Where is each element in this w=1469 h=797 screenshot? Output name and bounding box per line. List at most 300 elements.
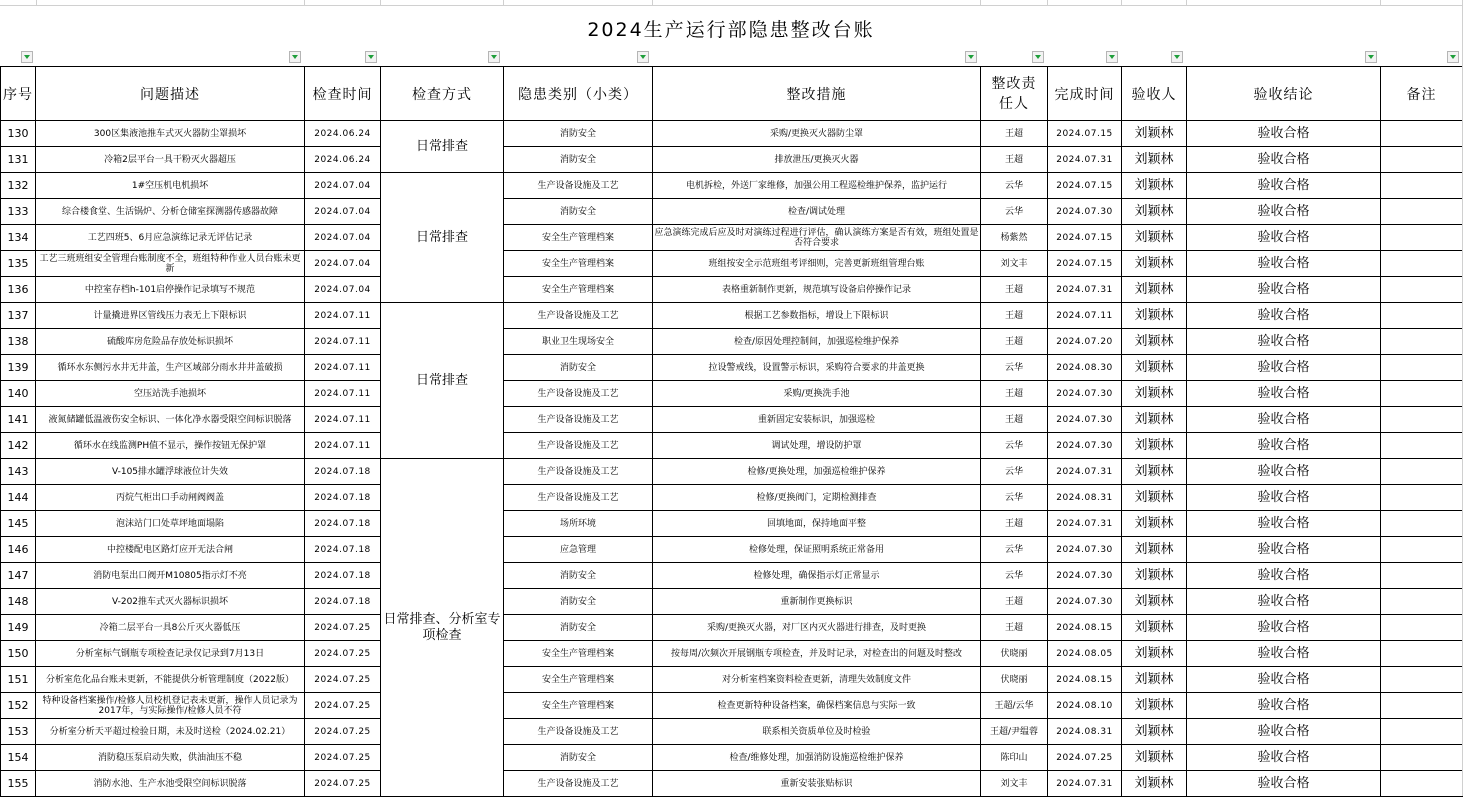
note-cell[interactable] [1381, 251, 1463, 277]
owner-cell[interactable]: 王超 [981, 407, 1048, 433]
measure-cell[interactable]: 检查更新特种设备档案，确保档案信息与实际一致 [653, 693, 981, 719]
measure-cell[interactable]: 班组按安全示范班组考评细则，完善更新班组管理台账 [653, 251, 981, 277]
note-cell[interactable] [1381, 615, 1463, 641]
note-cell[interactable] [1381, 485, 1463, 511]
owner-cell[interactable]: 云华 [981, 199, 1048, 225]
measure-cell[interactable]: 采购/更换洗手池 [653, 381, 981, 407]
result-cell[interactable]: 验收合格 [1187, 303, 1381, 329]
category-cell[interactable]: 消防安全 [504, 199, 653, 225]
header-cell[interactable]: 整改责任人 [981, 67, 1048, 121]
note-cell[interactable] [1381, 693, 1463, 719]
result-cell[interactable]: 验收合格 [1187, 121, 1381, 147]
row-number-cell[interactable]: 150 [1, 641, 36, 667]
measure-cell[interactable]: 重新安装张贴标识 [653, 771, 981, 797]
category-cell[interactable]: 消防安全 [504, 615, 653, 641]
done-date-cell[interactable]: 2024.07.30 [1048, 433, 1122, 459]
result-cell[interactable]: 验收合格 [1187, 641, 1381, 667]
filter-dropdown-icon[interactable] [365, 51, 377, 63]
checker-cell[interactable]: 刘颖林 [1122, 641, 1187, 667]
row-number-cell[interactable]: 137 [1, 303, 36, 329]
table-row [1, 147, 1463, 173]
category-cell[interactable]: 生产设备设施及工艺 [504, 719, 653, 745]
measure-cell[interactable]: 联系相关资质单位及时检验 [653, 719, 981, 745]
owner-cell[interactable]: 王超 [981, 277, 1048, 303]
sheet-title: 2024生产运行部隐患整改台账 [587, 18, 875, 41]
done-date-cell[interactable]: 2024.08.15 [1048, 615, 1122, 641]
measure-cell[interactable]: 表格重新制作更新，规范填写设备启停操作记录 [653, 277, 981, 303]
checker-cell[interactable]: 刘颖林 [1122, 667, 1187, 693]
result-cell[interactable]: 验收合格 [1187, 277, 1381, 303]
row-number-cell[interactable]: 138 [1, 329, 36, 355]
measure-cell[interactable]: 检查/原因处理控制间，加强巡检维护保养 [653, 329, 981, 355]
owner-cell[interactable]: 王超 [981, 381, 1048, 407]
note-cell[interactable] [1381, 225, 1463, 251]
owner-cell[interactable]: 王超 [981, 329, 1048, 355]
note-cell[interactable] [1381, 511, 1463, 537]
row-number-cell[interactable]: 131 [1, 147, 36, 173]
check-date-cell[interactable]: 2024.07.18 [305, 537, 381, 563]
result-cell[interactable]: 验收合格 [1187, 693, 1381, 719]
row-number-cell[interactable]: 148 [1, 589, 36, 615]
category-cell[interactable]: 安全生产管理档案 [504, 251, 653, 277]
row-number-cell[interactable]: 147 [1, 563, 36, 589]
measure-cell[interactable]: 拉设警戒线，设置警示标识，采购符合要求的井盖更换 [653, 355, 981, 381]
checker-cell[interactable]: 刘颖林 [1122, 121, 1187, 147]
done-date-cell[interactable]: 2024.07.31 [1048, 511, 1122, 537]
measure-cell[interactable]: 回填地面，保持地面平整 [653, 511, 981, 537]
note-cell[interactable] [1381, 563, 1463, 589]
measure-cell[interactable]: 重新制作更换标识 [653, 589, 981, 615]
owner-cell[interactable]: 云华 [981, 433, 1048, 459]
check-method-cell[interactable]: 日常排查、分析室专项检查 [381, 459, 504, 797]
result-cell[interactable]: 验收合格 [1187, 433, 1381, 459]
done-date-cell[interactable]: 2024.07.31 [1048, 277, 1122, 303]
row-number-cell[interactable]: 130 [1, 121, 36, 147]
measure-cell[interactable]: 检修处理，确保指示灯正常显示 [653, 563, 981, 589]
measure-cell[interactable]: 电机拆检，外送厂家维修，加强公用工程巡检维护保养，监护运行 [653, 173, 981, 199]
check-method-cell[interactable]: 日常排查 [381, 303, 504, 459]
check-date-cell[interactable]: 2024.07.11 [305, 381, 381, 407]
measure-cell[interactable]: 采购/更换灭火器，对厂区内灭火器进行排查，及时更换 [653, 615, 981, 641]
owner-cell[interactable]: 王超 [981, 303, 1048, 329]
note-cell[interactable] [1381, 381, 1463, 407]
filter-dropdown-icon[interactable] [289, 51, 301, 63]
table-row [1, 667, 1463, 693]
check-date-cell[interactable]: 2024.07.04 [305, 277, 381, 303]
row-number-cell[interactable]: 135 [1, 251, 36, 277]
description-cell[interactable]: 硫酸库房危险品存放处标识损坏 [36, 329, 305, 355]
done-date-cell[interactable]: 2024.07.30 [1048, 381, 1122, 407]
table-row [1, 199, 1463, 225]
result-cell[interactable]: 验收合格 [1187, 719, 1381, 745]
header-cell[interactable]: 检查时间 [305, 67, 381, 121]
result-cell[interactable]: 验收合格 [1187, 589, 1381, 615]
row-number-cell[interactable]: 151 [1, 667, 36, 693]
category-cell[interactable]: 生产设备设施及工艺 [504, 407, 653, 433]
description-cell[interactable]: 1#空压机电机损坏 [36, 173, 305, 199]
owner-cell[interactable]: 刘文丰 [981, 251, 1048, 277]
note-cell[interactable] [1381, 303, 1463, 329]
check-date-cell[interactable]: 2024.06.24 [305, 147, 381, 173]
category-cell[interactable]: 生产设备设施及工艺 [504, 459, 653, 485]
filter-dropdown-icon[interactable] [1032, 51, 1044, 63]
done-date-cell[interactable]: 2024.07.31 [1048, 771, 1122, 797]
checker-cell[interactable]: 刘颖林 [1122, 173, 1187, 199]
description-cell[interactable]: 丙烷气柜出口手动闸阀阀盖 [36, 485, 305, 511]
header-cell[interactable]: 验收结论 [1187, 67, 1381, 121]
note-cell[interactable] [1381, 537, 1463, 563]
check-date-cell[interactable]: 2024.07.11 [305, 303, 381, 329]
owner-cell[interactable]: 王超/尹缊蓉 [981, 719, 1048, 745]
category-cell[interactable]: 消防安全 [504, 147, 653, 173]
category-cell[interactable]: 安全生产管理档案 [504, 641, 653, 667]
description-cell[interactable]: 综合楼食堂、生活锅炉、分析仓储室探测器传感器故障 [36, 199, 305, 225]
check-date-cell[interactable]: 2024.07.25 [305, 771, 381, 797]
row-number-cell[interactable]: 141 [1, 407, 36, 433]
check-date-cell[interactable]: 2024.07.04 [305, 173, 381, 199]
result-cell[interactable]: 验收合格 [1187, 225, 1381, 251]
check-date-cell[interactable]: 2024.07.25 [305, 719, 381, 745]
checker-cell[interactable]: 刘颖林 [1122, 277, 1187, 303]
category-cell[interactable]: 消防安全 [504, 745, 653, 771]
check-date-cell[interactable]: 2024.07.04 [305, 225, 381, 251]
done-date-cell[interactable]: 2024.07.30 [1048, 199, 1122, 225]
table-row [1, 121, 1463, 147]
category-cell[interactable]: 消防安全 [504, 563, 653, 589]
check-method-cell[interactable]: 日常排查 [381, 121, 504, 173]
table-row [1, 563, 1463, 589]
header-cell[interactable]: 备注 [1381, 67, 1463, 121]
category-cell[interactable]: 生产设备设施及工艺 [504, 433, 653, 459]
description-cell[interactable]: 分析室危化品台账未更新，不能提供分析管理制度（2022版） [36, 667, 305, 693]
check-date-cell[interactable]: 2024.07.11 [305, 329, 381, 355]
result-cell[interactable]: 验收合格 [1187, 355, 1381, 381]
owner-cell[interactable]: 陈印山 [981, 745, 1048, 771]
owner-cell[interactable]: 云华 [981, 355, 1048, 381]
result-cell[interactable]: 验收合格 [1187, 771, 1381, 797]
owner-cell[interactable]: 刘文丰 [981, 771, 1048, 797]
check-date-cell[interactable]: 2024.07.04 [305, 199, 381, 225]
owner-cell[interactable]: 王超 [981, 589, 1048, 615]
description-cell[interactable]: V-105排水罐浮球液位计失效 [36, 459, 305, 485]
owner-cell[interactable]: 王超 [981, 147, 1048, 173]
done-date-cell[interactable]: 2024.08.10 [1048, 693, 1122, 719]
check-date-cell[interactable]: 2024.07.18 [305, 459, 381, 485]
done-date-cell[interactable]: 2024.07.15 [1048, 251, 1122, 277]
measure-cell[interactable]: 重新固定安装标识，加强巡检 [653, 407, 981, 433]
description-cell[interactable]: 中控室存档h-101启停操作记录填写不规范 [36, 277, 305, 303]
table-row [1, 615, 1463, 641]
done-date-cell[interactable]: 2024.07.25 [1048, 745, 1122, 771]
done-date-cell[interactable]: 2024.07.30 [1048, 537, 1122, 563]
description-cell[interactable]: 分析室分析天平超过检验日期，未及时送检（2024.02.21） [36, 719, 305, 745]
row-number-cell[interactable]: 155 [1, 771, 36, 797]
checker-cell[interactable]: 刘颖林 [1122, 381, 1187, 407]
note-cell[interactable] [1381, 407, 1463, 433]
note-cell[interactable] [1381, 641, 1463, 667]
check-date-cell[interactable]: 2024.07.25 [305, 615, 381, 641]
header-cell[interactable]: 隐患类别（小类） [504, 67, 653, 121]
measure-cell[interactable]: 检修处理，保证照明系统正常备用 [653, 537, 981, 563]
measure-cell[interactable]: 检修/更换阀门，定期检测排查 [653, 485, 981, 511]
description-cell[interactable]: 工艺三班班组安全管理台账制度不全，班组特种作业人员台账未更新 [36, 251, 305, 277]
check-date-cell[interactable]: 2024.07.25 [305, 641, 381, 667]
description-cell[interactable]: 循环水东侧污水井无井盖，生产区域部分雨水井井盖破损 [36, 355, 305, 381]
checker-cell[interactable]: 刘颖林 [1122, 433, 1187, 459]
row-number-cell[interactable]: 152 [1, 693, 36, 719]
check-date-cell[interactable]: 2024.06.24 [305, 121, 381, 147]
description-cell[interactable]: 分析室标气钢瓶专项检查记录仅记录到7月13日 [36, 641, 305, 667]
checker-cell[interactable]: 刘颖林 [1122, 693, 1187, 719]
owner-cell[interactable]: 云华 [981, 563, 1048, 589]
row-number-cell[interactable]: 139 [1, 355, 36, 381]
header-cell[interactable]: 问题描述 [36, 67, 305, 121]
owner-cell[interactable]: 杨紫然 [981, 225, 1048, 251]
done-date-cell[interactable]: 2024.08.30 [1048, 355, 1122, 381]
check-method-cell[interactable]: 日常排查 [381, 173, 504, 303]
checker-cell[interactable]: 刘颖林 [1122, 225, 1187, 251]
check-date-cell[interactable]: 2024.07.11 [305, 355, 381, 381]
done-date-cell[interactable]: 2024.07.31 [1048, 147, 1122, 173]
checker-cell[interactable]: 刘颖林 [1122, 329, 1187, 355]
checker-cell[interactable]: 刘颖林 [1122, 485, 1187, 511]
description-cell[interactable]: 消防稳压泵启动失败，供油油压不稳 [36, 745, 305, 771]
row-number-cell[interactable]: 140 [1, 381, 36, 407]
row-number-cell[interactable]: 142 [1, 433, 36, 459]
measure-cell[interactable]: 检查/调试处理 [653, 199, 981, 225]
description-cell[interactable]: 消防水池、生产水池受限空间标识脱落 [36, 771, 305, 797]
checker-cell[interactable]: 刘颖林 [1122, 537, 1187, 563]
done-date-cell[interactable]: 2024.08.05 [1048, 641, 1122, 667]
measure-cell[interactable]: 调试处理，增设防护罩 [653, 433, 981, 459]
measure-cell[interactable]: 根据工艺参数指标，增设上下限标识 [653, 303, 981, 329]
description-cell[interactable]: 300区集液池推车式灭火器防尘罩损坏 [36, 121, 305, 147]
owner-cell[interactable]: 云华 [981, 459, 1048, 485]
measure-cell[interactable]: 检查/维修处理，加强消防设施巡检维护保养 [653, 745, 981, 771]
result-cell[interactable]: 验收合格 [1187, 407, 1381, 433]
description-cell[interactable]: 计量撬进界区管线压力表无上下限标识 [36, 303, 305, 329]
note-cell[interactable] [1381, 173, 1463, 199]
checker-cell[interactable]: 刘颖林 [1122, 771, 1187, 797]
description-cell[interactable]: 循环水在线监测PH值不显示，操作按钮无保护罩 [36, 433, 305, 459]
done-date-cell[interactable]: 2024.07.30 [1048, 563, 1122, 589]
note-cell[interactable] [1381, 719, 1463, 745]
row-number-cell[interactable]: 136 [1, 277, 36, 303]
table-row [1, 693, 1463, 719]
row-number-cell[interactable]: 134 [1, 225, 36, 251]
filter-dropdown-icon[interactable] [1106, 51, 1118, 63]
category-cell[interactable]: 生产设备设施及工艺 [504, 771, 653, 797]
description-cell[interactable]: 冷箱2层平台一具干粉灭火器超压 [36, 147, 305, 173]
result-cell[interactable]: 验收合格 [1187, 563, 1381, 589]
checker-cell[interactable]: 刘颖林 [1122, 589, 1187, 615]
table-row [1, 485, 1463, 511]
result-cell[interactable]: 验收合格 [1187, 173, 1381, 199]
checker-cell[interactable]: 刘颖林 [1122, 745, 1187, 771]
note-cell[interactable] [1381, 459, 1463, 485]
filter-dropdown-icon[interactable] [1365, 51, 1377, 63]
measure-cell[interactable]: 对分析室档案资料检查更新，清理失效制度文件 [653, 667, 981, 693]
note-cell[interactable] [1381, 667, 1463, 693]
checker-cell[interactable]: 刘颖林 [1122, 511, 1187, 537]
result-cell[interactable]: 验收合格 [1187, 459, 1381, 485]
owner-cell[interactable]: 伏晓丽 [981, 641, 1048, 667]
row-number-cell[interactable]: 145 [1, 511, 36, 537]
category-cell[interactable]: 消防安全 [504, 589, 653, 615]
done-date-cell[interactable]: 2024.07.11 [1048, 303, 1122, 329]
description-cell[interactable]: 工艺四班5、6月应急演练记录无评估记录 [36, 225, 305, 251]
header-cell[interactable]: 验收人 [1122, 67, 1187, 121]
category-cell[interactable]: 场所环境 [504, 511, 653, 537]
done-date-cell[interactable]: 2024.08.31 [1048, 719, 1122, 745]
category-cell[interactable]: 生产设备设施及工艺 [504, 381, 653, 407]
description-cell[interactable]: 液氮储罐低温液伤安全标识、一体化净水器受限空间标识脱落 [36, 407, 305, 433]
result-cell[interactable]: 验收合格 [1187, 381, 1381, 407]
table-row [1, 641, 1463, 667]
check-date-cell[interactable]: 2024.07.18 [305, 485, 381, 511]
result-cell[interactable]: 验收合格 [1187, 251, 1381, 277]
result-cell[interactable]: 验收合格 [1187, 485, 1381, 511]
check-date-cell[interactable]: 2024.07.04 [305, 251, 381, 277]
filter-dropdown-icon[interactable] [965, 51, 977, 63]
category-cell[interactable]: 安全生产管理档案 [504, 667, 653, 693]
note-cell[interactable] [1381, 771, 1463, 797]
description-cell[interactable]: V-202推车式灭火器标识损坏 [36, 589, 305, 615]
note-cell[interactable] [1381, 121, 1463, 147]
measure-cell[interactable]: 排放泄压/更换灭火器 [653, 147, 981, 173]
done-date-cell[interactable]: 2024.07.15 [1048, 225, 1122, 251]
table-row [1, 303, 1463, 329]
done-date-cell[interactable]: 2024.07.20 [1048, 329, 1122, 355]
measure-cell[interactable]: 采购/更换灭火器防尘罩 [653, 121, 981, 147]
done-date-cell[interactable]: 2024.07.30 [1048, 589, 1122, 615]
note-cell[interactable] [1381, 355, 1463, 381]
done-date-cell[interactable]: 2024.08.15 [1048, 667, 1122, 693]
description-cell[interactable]: 空压站洗手池损坏 [36, 381, 305, 407]
note-cell[interactable] [1381, 199, 1463, 225]
description-cell[interactable]: 消防电泵出口阀开M10805指示灯不亮 [36, 563, 305, 589]
result-cell[interactable]: 验收合格 [1187, 329, 1381, 355]
filter-dropdown-icon[interactable] [488, 51, 500, 63]
checker-cell[interactable]: 刘颖林 [1122, 303, 1187, 329]
measure-cell[interactable]: 检修/更换处理，加强巡检维护保养 [653, 459, 981, 485]
row-number-cell[interactable]: 144 [1, 485, 36, 511]
result-cell[interactable]: 验收合格 [1187, 537, 1381, 563]
check-date-cell[interactable]: 2024.07.25 [305, 693, 381, 719]
check-date-cell[interactable]: 2024.07.25 [305, 745, 381, 771]
row-number-cell[interactable]: 149 [1, 615, 36, 641]
category-cell[interactable]: 职业卫生现场安全 [504, 329, 653, 355]
note-cell[interactable] [1381, 277, 1463, 303]
category-cell[interactable]: 消防安全 [504, 121, 653, 147]
measure-cell[interactable]: 按每周/次频次开展钢瓶专项检查，并及时记录，对检查出的问题及时整改 [653, 641, 981, 667]
owner-cell[interactable]: 云华 [981, 173, 1048, 199]
description-cell[interactable]: 泡沫站门口处草坪地面塌陷 [36, 511, 305, 537]
done-date-cell[interactable]: 2024.07.15 [1048, 121, 1122, 147]
description-cell[interactable]: 冷箱二层平台一具8公斤灭火器低压 [36, 615, 305, 641]
category-cell[interactable]: 安全生产管理档案 [504, 225, 653, 251]
checker-cell[interactable]: 刘颖林 [1122, 719, 1187, 745]
check-date-cell[interactable]: 2024.07.18 [305, 589, 381, 615]
checker-cell[interactable]: 刘颖林 [1122, 251, 1187, 277]
check-date-cell[interactable]: 2024.07.11 [305, 433, 381, 459]
note-cell[interactable] [1381, 147, 1463, 173]
header-cell[interactable]: 整改措施 [653, 67, 981, 121]
measure-cell[interactable]: 应急演练完成后应及时对演练过程进行评估，确认演练方案是否有效，班组处置是否符合要求 [653, 225, 981, 251]
owner-cell[interactable]: 王超/云华 [981, 693, 1048, 719]
note-cell[interactable] [1381, 589, 1463, 615]
row-number-cell[interactable]: 153 [1, 719, 36, 745]
description-cell[interactable]: 中控楼配电区路灯应开无法合闸 [36, 537, 305, 563]
category-cell[interactable]: 生产设备设施及工艺 [504, 303, 653, 329]
header-cell[interactable]: 序号 [1, 67, 36, 121]
checker-cell[interactable]: 刘颖林 [1122, 407, 1187, 433]
description-cell[interactable]: 特种设备档案操作/检修人员校机登记表未更新，操作人员记录为2017年，与实际操作/检修人员不符 [36, 693, 305, 719]
category-cell[interactable]: 生产设备设施及工艺 [504, 173, 653, 199]
note-cell[interactable] [1381, 433, 1463, 459]
table-row [1, 459, 1463, 485]
result-cell[interactable]: 验收合格 [1187, 199, 1381, 225]
category-cell[interactable]: 消防安全 [504, 355, 653, 381]
result-cell[interactable]: 验收合格 [1187, 511, 1381, 537]
category-cell[interactable]: 应急管理 [504, 537, 653, 563]
check-date-cell[interactable]: 2024.07.18 [305, 511, 381, 537]
checker-cell[interactable]: 刘颖林 [1122, 563, 1187, 589]
checker-cell[interactable]: 刘颖林 [1122, 147, 1187, 173]
category-cell[interactable]: 安全生产管理档案 [504, 693, 653, 719]
filter-dropdown-icon[interactable] [1447, 51, 1459, 63]
result-cell[interactable]: 验收合格 [1187, 667, 1381, 693]
done-date-cell[interactable]: 2024.08.31 [1048, 485, 1122, 511]
checker-cell[interactable]: 刘颖林 [1122, 199, 1187, 225]
row-number-cell[interactable]: 146 [1, 537, 36, 563]
check-date-cell[interactable]: 2024.07.25 [305, 667, 381, 693]
header-cell[interactable]: 检查方式 [381, 67, 504, 121]
checker-cell[interactable]: 刘颖林 [1122, 615, 1187, 641]
checker-cell[interactable]: 刘颖林 [1122, 459, 1187, 485]
owner-cell[interactable]: 云华 [981, 537, 1048, 563]
table-row [1, 719, 1463, 745]
done-date-cell[interactable]: 2024.07.30 [1048, 407, 1122, 433]
filter-dropdown-icon[interactable] [21, 51, 33, 63]
result-cell[interactable]: 验收合格 [1187, 615, 1381, 641]
category-cell[interactable]: 生产设备设施及工艺 [504, 485, 653, 511]
done-date-cell[interactable]: 2024.07.15 [1048, 173, 1122, 199]
note-cell[interactable] [1381, 329, 1463, 355]
row-number-cell[interactable]: 143 [1, 459, 36, 485]
result-cell[interactable]: 验收合格 [1187, 147, 1381, 173]
result-cell[interactable]: 验收合格 [1187, 745, 1381, 771]
filter-dropdown-icon[interactable] [637, 51, 649, 63]
filter-dropdown-icon[interactable] [1171, 51, 1183, 63]
owner-cell[interactable]: 王超 [981, 615, 1048, 641]
done-date-cell[interactable]: 2024.07.31 [1048, 459, 1122, 485]
row-number-cell[interactable]: 132 [1, 173, 36, 199]
check-date-cell[interactable]: 2024.07.11 [305, 407, 381, 433]
owner-cell[interactable]: 伏晓丽 [981, 667, 1048, 693]
owner-cell[interactable]: 王超 [981, 121, 1048, 147]
owner-cell[interactable]: 云华 [981, 485, 1048, 511]
note-cell[interactable] [1381, 745, 1463, 771]
category-cell[interactable]: 安全生产管理档案 [504, 277, 653, 303]
header-cell[interactable]: 完成时间 [1048, 67, 1122, 121]
checker-cell[interactable]: 刘颖林 [1122, 355, 1187, 381]
owner-cell[interactable]: 王超 [981, 511, 1048, 537]
check-date-cell[interactable]: 2024.07.18 [305, 563, 381, 589]
row-number-cell[interactable]: 133 [1, 199, 36, 225]
table-row [1, 355, 1463, 381]
row-number-cell[interactable]: 154 [1, 745, 36, 771]
